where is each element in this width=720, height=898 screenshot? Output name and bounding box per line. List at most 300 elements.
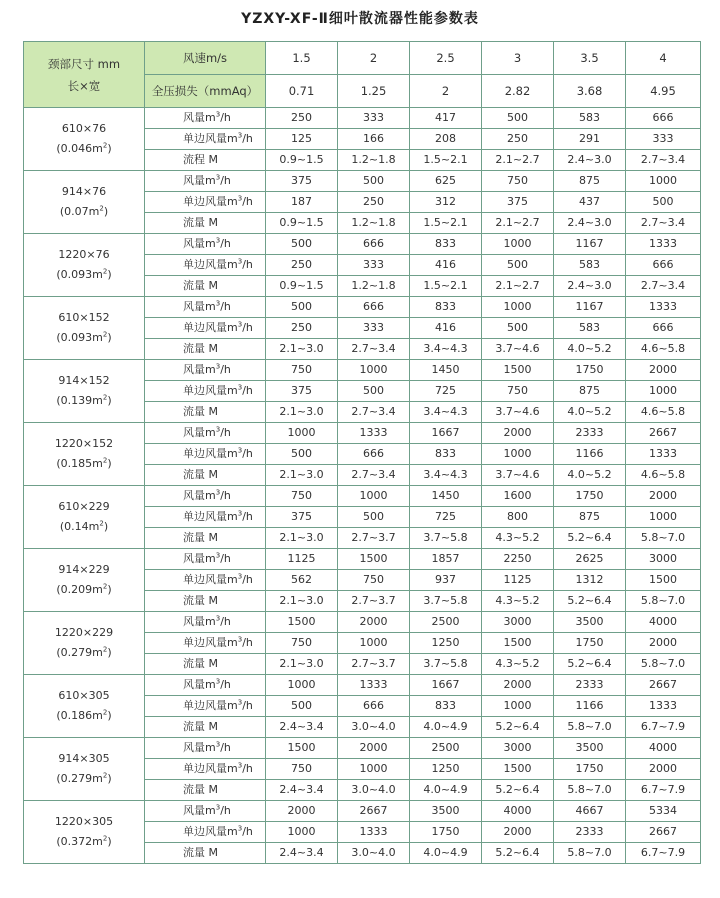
single-side-flow-value: 333: [338, 318, 410, 339]
flow-value: 1125: [266, 549, 338, 570]
single-side-flow-value: 1500: [482, 759, 554, 780]
throw-value: 3.4~4.3: [410, 402, 482, 423]
header-speed-value: 4: [626, 42, 701, 75]
throw-value: 4.0~5.2: [554, 402, 626, 423]
single-side-flow-value: 1000: [626, 381, 701, 402]
throw-value: 4.3~5.2: [482, 591, 554, 612]
flow-value: 2667: [626, 675, 701, 696]
single-side-flow-value: 666: [338, 696, 410, 717]
flow-value: 375: [266, 171, 338, 192]
single-side-flow-value: 375: [482, 192, 554, 213]
volume-unit-exponent: 3: [215, 425, 221, 434]
neck-area-close: ): [107, 457, 112, 470]
neck-size-cell: [24, 801, 145, 864]
single-side-flow-label: [145, 759, 266, 780]
neck-area: [24, 328, 144, 348]
area-unit-exponent: 2: [102, 456, 108, 465]
throw-value: 4.3~5.2: [482, 654, 554, 675]
flow-value: 417: [410, 108, 482, 129]
volume-unit-exponent: 3: [237, 509, 243, 518]
throw-value: 4.0~5.2: [554, 339, 626, 360]
volume-unit-exponent: 3: [237, 635, 243, 644]
single-side-flow-value: 725: [410, 507, 482, 528]
neck-area-value: (0.185m: [56, 457, 103, 470]
flow-value: 4000: [482, 801, 554, 822]
table-row: [24, 486, 701, 507]
throw-value: 5.2~6.4: [482, 780, 554, 801]
single-side-flow-label: [145, 255, 266, 276]
flow-value: 1450: [410, 360, 482, 381]
single-side-flow-label: [145, 822, 266, 843]
volume-unit-exponent: 3: [237, 194, 243, 203]
neck-area: [24, 391, 144, 411]
header-corner-size: 颈部尺寸 mm: [47, 56, 121, 71]
area-unit-exponent: 2: [102, 393, 108, 402]
volume-unit-exponent: 3: [237, 572, 243, 581]
neck-size-cell: [24, 171, 145, 234]
volume-unit-exponent: 3: [215, 551, 221, 560]
volume-unit-exponent: 3: [237, 446, 243, 455]
throw-value: 5.8~7.0: [554, 717, 626, 738]
flow-value: 500: [266, 297, 338, 318]
throw-value: 1.2~1.8: [338, 276, 410, 297]
header-loss-value: 2: [410, 75, 482, 108]
flow-label: [145, 486, 266, 507]
volume-unit-exponent: 3: [215, 677, 221, 686]
flow-label-text: 风量m: [183, 363, 216, 376]
flow-value: 750: [266, 486, 338, 507]
throw-label-text: 流量 M: [183, 468, 218, 481]
single-side-flow-value: 800: [482, 507, 554, 528]
throw-label-text: 流量 M: [183, 279, 218, 292]
single-side-flow-label-text: 单边风量m: [183, 636, 238, 649]
single-side-flow-value: 2000: [626, 633, 701, 654]
header-speed-value: 2.5: [410, 42, 482, 75]
flow-value: 1750: [554, 486, 626, 507]
single-side-flow-value: 725: [410, 381, 482, 402]
throw-label-text: 流量 M: [183, 594, 218, 607]
per-hour-unit: /h: [220, 363, 231, 376]
flow-value: 3500: [554, 612, 626, 633]
header-speed-value: 1.5: [266, 42, 338, 75]
throw-label-text: 流量 M: [183, 783, 218, 796]
throw-value: 5.2~6.4: [482, 843, 554, 864]
flow-label: [145, 801, 266, 822]
throw-value: 5.2~6.4: [554, 528, 626, 549]
table-row: [24, 612, 701, 633]
area-unit-exponent: 2: [102, 708, 108, 717]
volume-unit-exponent: 3: [237, 257, 243, 266]
volume-unit-exponent: 3: [215, 614, 221, 623]
neck-area-value: (0.372m: [56, 835, 103, 848]
per-hour-unit: /h: [242, 447, 253, 460]
single-side-flow-value: 937: [410, 570, 482, 591]
header-loss-value: 2.82: [482, 75, 554, 108]
area-unit-exponent: 2: [102, 141, 108, 150]
flow-value: 1500: [266, 612, 338, 633]
neck-area-close: ): [107, 709, 112, 722]
neck-size-cell: [24, 423, 145, 486]
flow-label-text: 风量m: [183, 804, 216, 817]
throw-value: 5.2~6.4: [482, 717, 554, 738]
neck-area: [24, 643, 144, 663]
flow-value: 333: [338, 108, 410, 129]
area-unit-exponent: 2: [102, 330, 108, 339]
neck-area: [24, 580, 144, 600]
per-hour-unit: /h: [242, 573, 253, 586]
throw-value: 2.4~3.4: [266, 780, 338, 801]
flow-value: 2000: [626, 360, 701, 381]
neck-size-cell: [24, 675, 145, 738]
single-side-flow-value: 500: [482, 255, 554, 276]
flow-label: [145, 423, 266, 444]
single-side-flow-label-text: 单边风量m: [183, 321, 238, 334]
single-side-flow-label: [145, 507, 266, 528]
neck-size: 914×76: [61, 185, 107, 198]
neck-area-value: (0.279m: [56, 646, 103, 659]
neck-size: 610×152: [58, 311, 110, 324]
table-row: [24, 297, 701, 318]
per-hour-unit: /h: [220, 678, 231, 691]
throw-value: 2.7~3.4: [626, 150, 701, 171]
header-speed-value: 3.5: [554, 42, 626, 75]
neck-area-value: (0.139m: [56, 394, 103, 407]
neck-area: [24, 265, 144, 285]
throw-value: 6.7~7.9: [626, 717, 701, 738]
flow-value: 1000: [626, 171, 701, 192]
throw-value: 4.6~5.8: [626, 465, 701, 486]
flow-value: 2625: [554, 549, 626, 570]
throw-value: 2.4~3.0: [554, 276, 626, 297]
neck-area-close: ): [107, 646, 112, 659]
flow-label-text: 风量m: [183, 237, 216, 250]
single-side-flow-value: 333: [626, 129, 701, 150]
single-side-flow-value: 1500: [482, 633, 554, 654]
single-side-flow-value: 833: [410, 696, 482, 717]
per-hour-unit: /h: [220, 426, 231, 439]
neck-area-close: ): [107, 583, 112, 596]
single-side-flow-label: [145, 570, 266, 591]
throw-value: 2.7~3.4: [338, 402, 410, 423]
single-side-flow-value: 125: [266, 129, 338, 150]
single-side-flow-label-text: 单边风量m: [183, 447, 238, 460]
throw-value: 0.9~1.5: [266, 276, 338, 297]
area-unit-exponent: 2: [102, 267, 108, 276]
header-speed-value: 2: [338, 42, 410, 75]
single-side-flow-value: 500: [338, 381, 410, 402]
neck-size-cell: [24, 108, 145, 171]
throw-value: 2.1~3.0: [266, 591, 338, 612]
throw-value: 2.7~3.7: [338, 654, 410, 675]
throw-value: 4.0~4.9: [410, 843, 482, 864]
throw-label-text: 流量 M: [183, 216, 218, 229]
throw-value: 2.1~2.7: [482, 150, 554, 171]
flow-value: 2333: [554, 423, 626, 444]
single-side-flow-value: 562: [266, 570, 338, 591]
per-hour-unit: /h: [220, 237, 231, 250]
flow-value: 2250: [482, 549, 554, 570]
single-side-flow-value: 187: [266, 192, 338, 213]
flow-label-text: 风量m: [183, 111, 216, 124]
neck-area-value: (0.093m: [56, 268, 103, 281]
throw-value: 3.7~5.8: [410, 528, 482, 549]
volume-unit-exponent: 3: [215, 173, 221, 182]
flow-value: 1000: [338, 360, 410, 381]
single-side-flow-value: 291: [554, 129, 626, 150]
per-hour-unit: /h: [242, 510, 253, 523]
neck-area: [24, 454, 144, 474]
throw-label: [145, 843, 266, 864]
volume-unit-exponent: 3: [215, 110, 221, 119]
table-row: [24, 234, 701, 255]
per-hour-unit: /h: [242, 636, 253, 649]
single-side-flow-value: 312: [410, 192, 482, 213]
single-side-flow-value: 250: [266, 255, 338, 276]
flow-label-text: 风量m: [183, 678, 216, 691]
single-side-flow-value: 1000: [626, 507, 701, 528]
throw-value: 3.0~4.0: [338, 717, 410, 738]
flow-value: 3000: [482, 612, 554, 633]
flow-value: 1000: [266, 423, 338, 444]
single-side-flow-value: 250: [266, 318, 338, 339]
neck-area-close: ): [103, 205, 109, 218]
single-side-flow-label: [145, 129, 266, 150]
flow-value: 1500: [266, 738, 338, 759]
header-speed-label: 风速m/s: [145, 42, 266, 75]
throw-label: [145, 654, 266, 675]
flow-label: [145, 360, 266, 381]
per-hour-unit: /h: [220, 111, 231, 124]
throw-value: 1.5~2.1: [410, 276, 482, 297]
single-side-flow-value: 750: [338, 570, 410, 591]
flow-value: 1000: [482, 297, 554, 318]
flow-label: [145, 108, 266, 129]
throw-value: 5.8~7.0: [626, 654, 701, 675]
single-side-flow-value: 1166: [554, 444, 626, 465]
single-side-flow-value: 375: [266, 507, 338, 528]
flow-value: 2000: [482, 423, 554, 444]
area-unit-exponent: 2: [102, 834, 108, 843]
flow-value: 1857: [410, 549, 482, 570]
throw-value: 2.1~3.0: [266, 654, 338, 675]
throw-label: [145, 528, 266, 549]
header-corner: [24, 42, 145, 108]
flow-value: 4000: [626, 612, 701, 633]
table-row: [24, 423, 701, 444]
flow-value: 500: [482, 108, 554, 129]
flow-value: 2333: [554, 675, 626, 696]
single-side-flow-label-text: 单边风量m: [183, 825, 238, 838]
neck-size: 610×229: [58, 500, 110, 513]
neck-size-cell: [24, 486, 145, 549]
single-side-flow-value: 1333: [626, 444, 701, 465]
header-loss-value: 0.71: [266, 75, 338, 108]
throw-value: 1.5~2.1: [410, 150, 482, 171]
neck-size: 914×305: [58, 752, 110, 765]
single-side-flow-label-text: 单边风量m: [183, 573, 238, 586]
single-side-flow-label: [145, 444, 266, 465]
header-loss-value: 3.68: [554, 75, 626, 108]
throw-label: [145, 402, 266, 423]
flow-value: 1000: [482, 234, 554, 255]
single-side-flow-value: 1166: [554, 696, 626, 717]
area-unit-exponent: 2: [102, 645, 108, 654]
throw-label-text: 流量 M: [183, 405, 218, 418]
flow-value: 500: [338, 171, 410, 192]
table-row: [24, 801, 701, 822]
single-side-flow-value: 666: [338, 444, 410, 465]
area-unit-exponent: 2: [102, 771, 108, 780]
single-side-flow-value: 333: [338, 255, 410, 276]
per-hour-unit: /h: [242, 132, 253, 145]
volume-unit-exponent: 3: [237, 320, 243, 329]
per-hour-unit: /h: [242, 825, 253, 838]
flow-value: 3000: [626, 549, 701, 570]
header-loss-value: 4.95: [626, 75, 701, 108]
table-row: [24, 171, 701, 192]
flow-value: 1500: [482, 360, 554, 381]
flow-label-text: 风量m: [183, 741, 216, 754]
throw-value: 0.9~1.5: [266, 150, 338, 171]
flow-value: 1167: [554, 234, 626, 255]
flow-value: 666: [626, 108, 701, 129]
single-side-flow-label-text: 单边风量m: [183, 699, 238, 712]
single-side-flow-value: 1750: [554, 759, 626, 780]
throw-value: 4.3~5.2: [482, 528, 554, 549]
flow-label: [145, 738, 266, 759]
throw-label: [145, 591, 266, 612]
throw-value: 1.2~1.8: [338, 150, 410, 171]
single-side-flow-value: 1312: [554, 570, 626, 591]
throw-value: 2.4~3.0: [554, 213, 626, 234]
flow-value: 3500: [410, 801, 482, 822]
single-side-flow-value: 1000: [338, 759, 410, 780]
throw-value: 3.7~5.8: [410, 654, 482, 675]
flow-value: 500: [266, 234, 338, 255]
single-side-flow-value: 166: [338, 129, 410, 150]
table-row: [24, 108, 701, 129]
single-side-flow-value: 750: [482, 381, 554, 402]
throw-value: 2.1~3.0: [266, 402, 338, 423]
header-row-speed: [24, 42, 701, 75]
table-row: [24, 738, 701, 759]
neck-area: [24, 832, 144, 852]
flow-value: 2500: [410, 738, 482, 759]
throw-value: 2.1~3.0: [266, 339, 338, 360]
single-side-flow-value: 1250: [410, 759, 482, 780]
neck-area-value: (0.279m: [56, 772, 103, 785]
single-side-flow-value: 1333: [338, 822, 410, 843]
volume-unit-exponent: 3: [215, 362, 221, 371]
flow-label: [145, 171, 266, 192]
flow-label: [145, 234, 266, 255]
single-side-flow-label-text: 单边风量m: [183, 510, 238, 523]
area-unit-exponent: 2: [102, 582, 108, 591]
single-side-flow-label-text: 单边风量m: [183, 384, 238, 397]
single-side-flow-value: 1750: [410, 822, 482, 843]
throw-value: 3.0~4.0: [338, 780, 410, 801]
throw-value: 2.4~3.0: [554, 150, 626, 171]
neck-size: 914×229: [58, 563, 110, 576]
single-side-flow-value: 666: [626, 318, 701, 339]
neck-area-value: (0.186m: [56, 709, 103, 722]
neck-area: [24, 202, 144, 222]
per-hour-unit: /h: [220, 300, 231, 313]
volume-unit-exponent: 3: [215, 740, 221, 749]
throw-value: 2.1~3.0: [266, 465, 338, 486]
throw-label: [145, 465, 266, 486]
single-side-flow-label: [145, 633, 266, 654]
flow-value: 2000: [626, 486, 701, 507]
single-side-flow-value: 250: [482, 129, 554, 150]
throw-label: [145, 276, 266, 297]
single-side-flow-value: 208: [410, 129, 482, 150]
flow-value: 4000: [626, 738, 701, 759]
flow-value: 1000: [266, 675, 338, 696]
single-side-flow-value: 2333: [554, 822, 626, 843]
flow-value: 2500: [410, 612, 482, 633]
flow-value: 3000: [482, 738, 554, 759]
throw-value: 6.7~7.9: [626, 780, 701, 801]
neck-area: [24, 517, 144, 537]
flow-value: 1333: [338, 423, 410, 444]
per-hour-unit: /h: [220, 615, 231, 628]
flow-value: 1333: [338, 675, 410, 696]
throw-value: 1.2~1.8: [338, 213, 410, 234]
throw-label-text: 流量 M: [183, 342, 218, 355]
flow-value: 3500: [554, 738, 626, 759]
flow-value: 2000: [482, 675, 554, 696]
flow-value: 1667: [410, 423, 482, 444]
neck-size-cell: [24, 612, 145, 675]
single-side-flow-value: 583: [554, 318, 626, 339]
flow-label: [145, 675, 266, 696]
single-side-flow-label: [145, 318, 266, 339]
single-side-flow-value: 2000: [482, 822, 554, 843]
flow-label: [145, 549, 266, 570]
throw-value: 1.5~2.1: [410, 213, 482, 234]
single-side-flow-value: 500: [626, 192, 701, 213]
throw-value: 5.8~7.0: [554, 843, 626, 864]
neck-size: 1220×76: [58, 248, 110, 261]
throw-label: [145, 150, 266, 171]
throw-value: 2.1~3.0: [266, 528, 338, 549]
flow-value: 1667: [410, 675, 482, 696]
flow-value: 2667: [626, 423, 701, 444]
area-unit-exponent: 2: [99, 204, 104, 213]
area-unit-exponent: 2: [99, 519, 104, 528]
throw-value: 4.0~4.9: [410, 780, 482, 801]
flow-label-text: 风量m: [183, 552, 216, 565]
flow-value: 666: [338, 234, 410, 255]
single-side-flow-value: 666: [626, 255, 701, 276]
header-corner-dims: 长×宽: [67, 78, 101, 93]
throw-value: 3.4~4.3: [410, 465, 482, 486]
neck-area-close: ): [107, 268, 112, 281]
throw-value: 5.8~7.0: [626, 591, 701, 612]
flow-value: 250: [266, 108, 338, 129]
flow-label-text: 风量m: [183, 174, 216, 187]
throw-label: [145, 213, 266, 234]
single-side-flow-label: [145, 192, 266, 213]
single-side-flow-value: 1000: [266, 822, 338, 843]
neck-area: [24, 139, 144, 159]
neck-size-cell: [24, 297, 145, 360]
throw-value: 2.7~3.7: [338, 591, 410, 612]
single-side-flow-label-text: 单边风量m: [183, 132, 238, 145]
neck-area-value: (0.093m: [56, 331, 103, 344]
throw-value: 3.0~4.0: [338, 843, 410, 864]
